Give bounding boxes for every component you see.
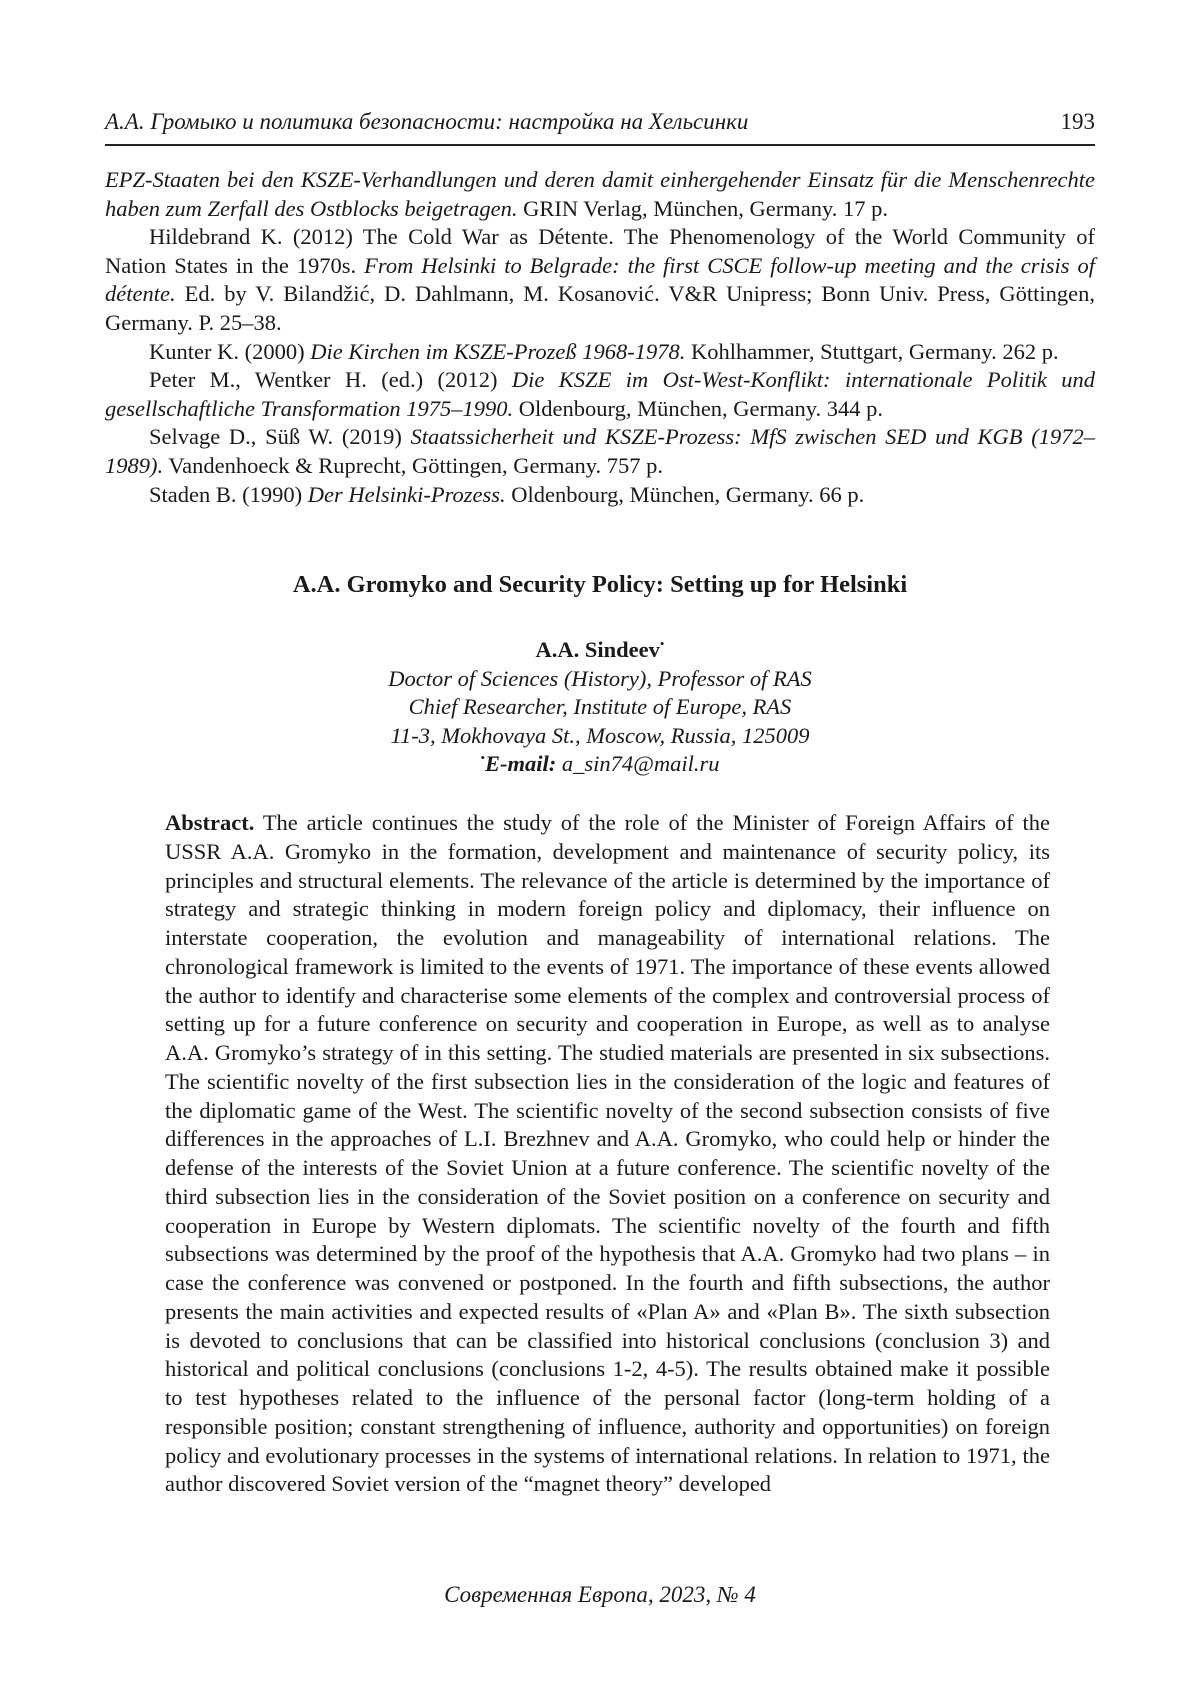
reference-text: Vandenhoeck & Ruprecht, Göttingen, Germany. 757 p. (163, 452, 664, 478)
reference-text: Staden B. (1990) (149, 481, 308, 507)
reference-entry (105, 481, 1095, 510)
author-name: A.A. Sindeev (535, 637, 660, 662)
author-address: 11-3, Mokhovaya St., Moscow, Russia, 125009 (390, 722, 810, 748)
reference-entry (105, 366, 1095, 423)
abstract-label: Abstract. (165, 810, 255, 835)
reference-text: Oldenbourg, München, Germany. 344 p. (513, 395, 884, 421)
reference-entry (105, 338, 1095, 367)
page-number: 193 (1060, 109, 1095, 134)
abstract-text: The article continues the study of the role of the Minister of Foreign Affairs of the USSR A.A. Gromyko in the formation, development and maintenance of security policy, its principles and structural elements. The relevance of the article is determined by the importance of strategy and strategic thinking in modern foreign policy and diplomacy, their influence on interstate cooperation, the evolution and manageability of international relations. The chronological framework is limited to the events of 1971. The importance of these events allowed the author to identify and characterise some elements of the complex and controversial process of setting up for a future conference on security and cooperation in Europe, as well as to analyse A.A. Gromyko’s strategy of in this setting. The studied materials are presented in six subsections. The scientific novelty of the first subsection lies in the consideration of the logic and features of the diplomatic game of the West. The scientific novelty of the second subsection consists of five differences in the approaches of L.I. Brezhnev and A.A. Gromyko, who could help or hinder the defense of the interests of the Soviet Union at a future conference. The scientific novelty of the third subsection lies in the consideration of the Soviet position on a conference on security and cooperation in Europe by Western diplomats. The scientific novelty of the fourth and fifth subsections was determined by the proof of the hypothesis that A.A. Gromyko had two plans – in case the conference was convened or postponed. In the fourth and fifth subsections, the author presents the main activities and expected results of «Plan A» and «Plan B». The sixth subsection is devoted to conclusions that can be classified into historical conclusions (conclusion 3) and historical and political conclusions (conclusions 1-2, 4-5). The results obtained make it possible to test hypotheses related to the influence of the personal factor (long-term holding of a responsible position; constant strengthening of influence, authority and opportunities) on foreign policy and evolutionary processes in the systems of international relations. In relation to 1971, the author discovered Soviet version of the “magnet theory” developed (165, 810, 1051, 1497)
reference-entry (105, 423, 1095, 480)
abstract (165, 809, 1050, 1499)
reference-source-title: Staatssicherheit und KSZE-Prozess: MfS zwischen SED und KGB (1972–1989). (105, 424, 1095, 478)
email-label: E-mail: (485, 751, 557, 777)
author-block (105, 636, 1095, 779)
email-address[interactable]: a_sin74@mail.ru (561, 751, 720, 777)
reference-text: Kunter K. (2000) (149, 338, 311, 364)
reference-source-title: Die Kirchen im KSZE-Prozeß 1968-1978. (310, 338, 686, 364)
author-position: Chief Researcher, Institute of Europe, RAS (408, 694, 792, 720)
reference-source-title: EPZ-Staaten bei den KSZE-Verhandlungen und deren damit einhergehender Einsatz für die Menschenrechte haben zum Zerfall des Ostblocks beigetragen. (105, 167, 1095, 221)
reference-entry (105, 166, 1095, 223)
reference-list (105, 166, 1095, 509)
article-title: A.A. Gromyko and Security Policy: Setting up for Helsinki (292, 571, 908, 598)
running-title: А.А. Громыко и политика безопасности: настройка на Хельсинки (105, 109, 749, 134)
author-degree: Doctor of Sciences (History), Professor of RAS (388, 665, 812, 691)
reference-source-title: From Helsinki to Belgrade: the first CSCE follow-up meeting and the crisis of détente. (105, 252, 1095, 307)
author-line (105, 636, 1095, 665)
reference-text: Oldenbourg, München, Germany. 66 p. (505, 481, 865, 507)
reference-text: Ed. by V. Bilandžić, D. Dahlmann, M. Kosanović. V&R Unipress; Bonn Univ. Press, Göttingen, Germany. P. 25–38. (105, 281, 1095, 335)
email-line (105, 750, 1095, 779)
reference-source-title: Der Helsinki-Prozess. (307, 481, 506, 507)
reference-text: GRIN Verlag, München, Germany. 17 p. (517, 195, 888, 221)
reference-source-title: Die KSZE im Ost-West-Konflikt: internationale Politik und gesellschaftliche Transformation 1975–1990. (105, 367, 1095, 421)
reference-text: Hildebrand K. (2012) The Cold War as Détente. The Phenomenology of the World Community of Nation States in the 1970s. (105, 224, 1095, 278)
reference-text: Selvage D., Süß W. (2019) (149, 424, 411, 450)
reference-entry (105, 223, 1095, 337)
journal-footer: Современная Европа, 2023, № 4 (444, 1582, 756, 1607)
reference-text: Kohlhammer, Stuttgart, Germany. 262 p. (685, 338, 1059, 364)
author-mark: • (659, 636, 665, 651)
running-header (105, 108, 1095, 146)
reference-text: Peter M., Wentker H. (ed.) (2012) (149, 367, 512, 393)
email-mark: • (480, 750, 486, 766)
